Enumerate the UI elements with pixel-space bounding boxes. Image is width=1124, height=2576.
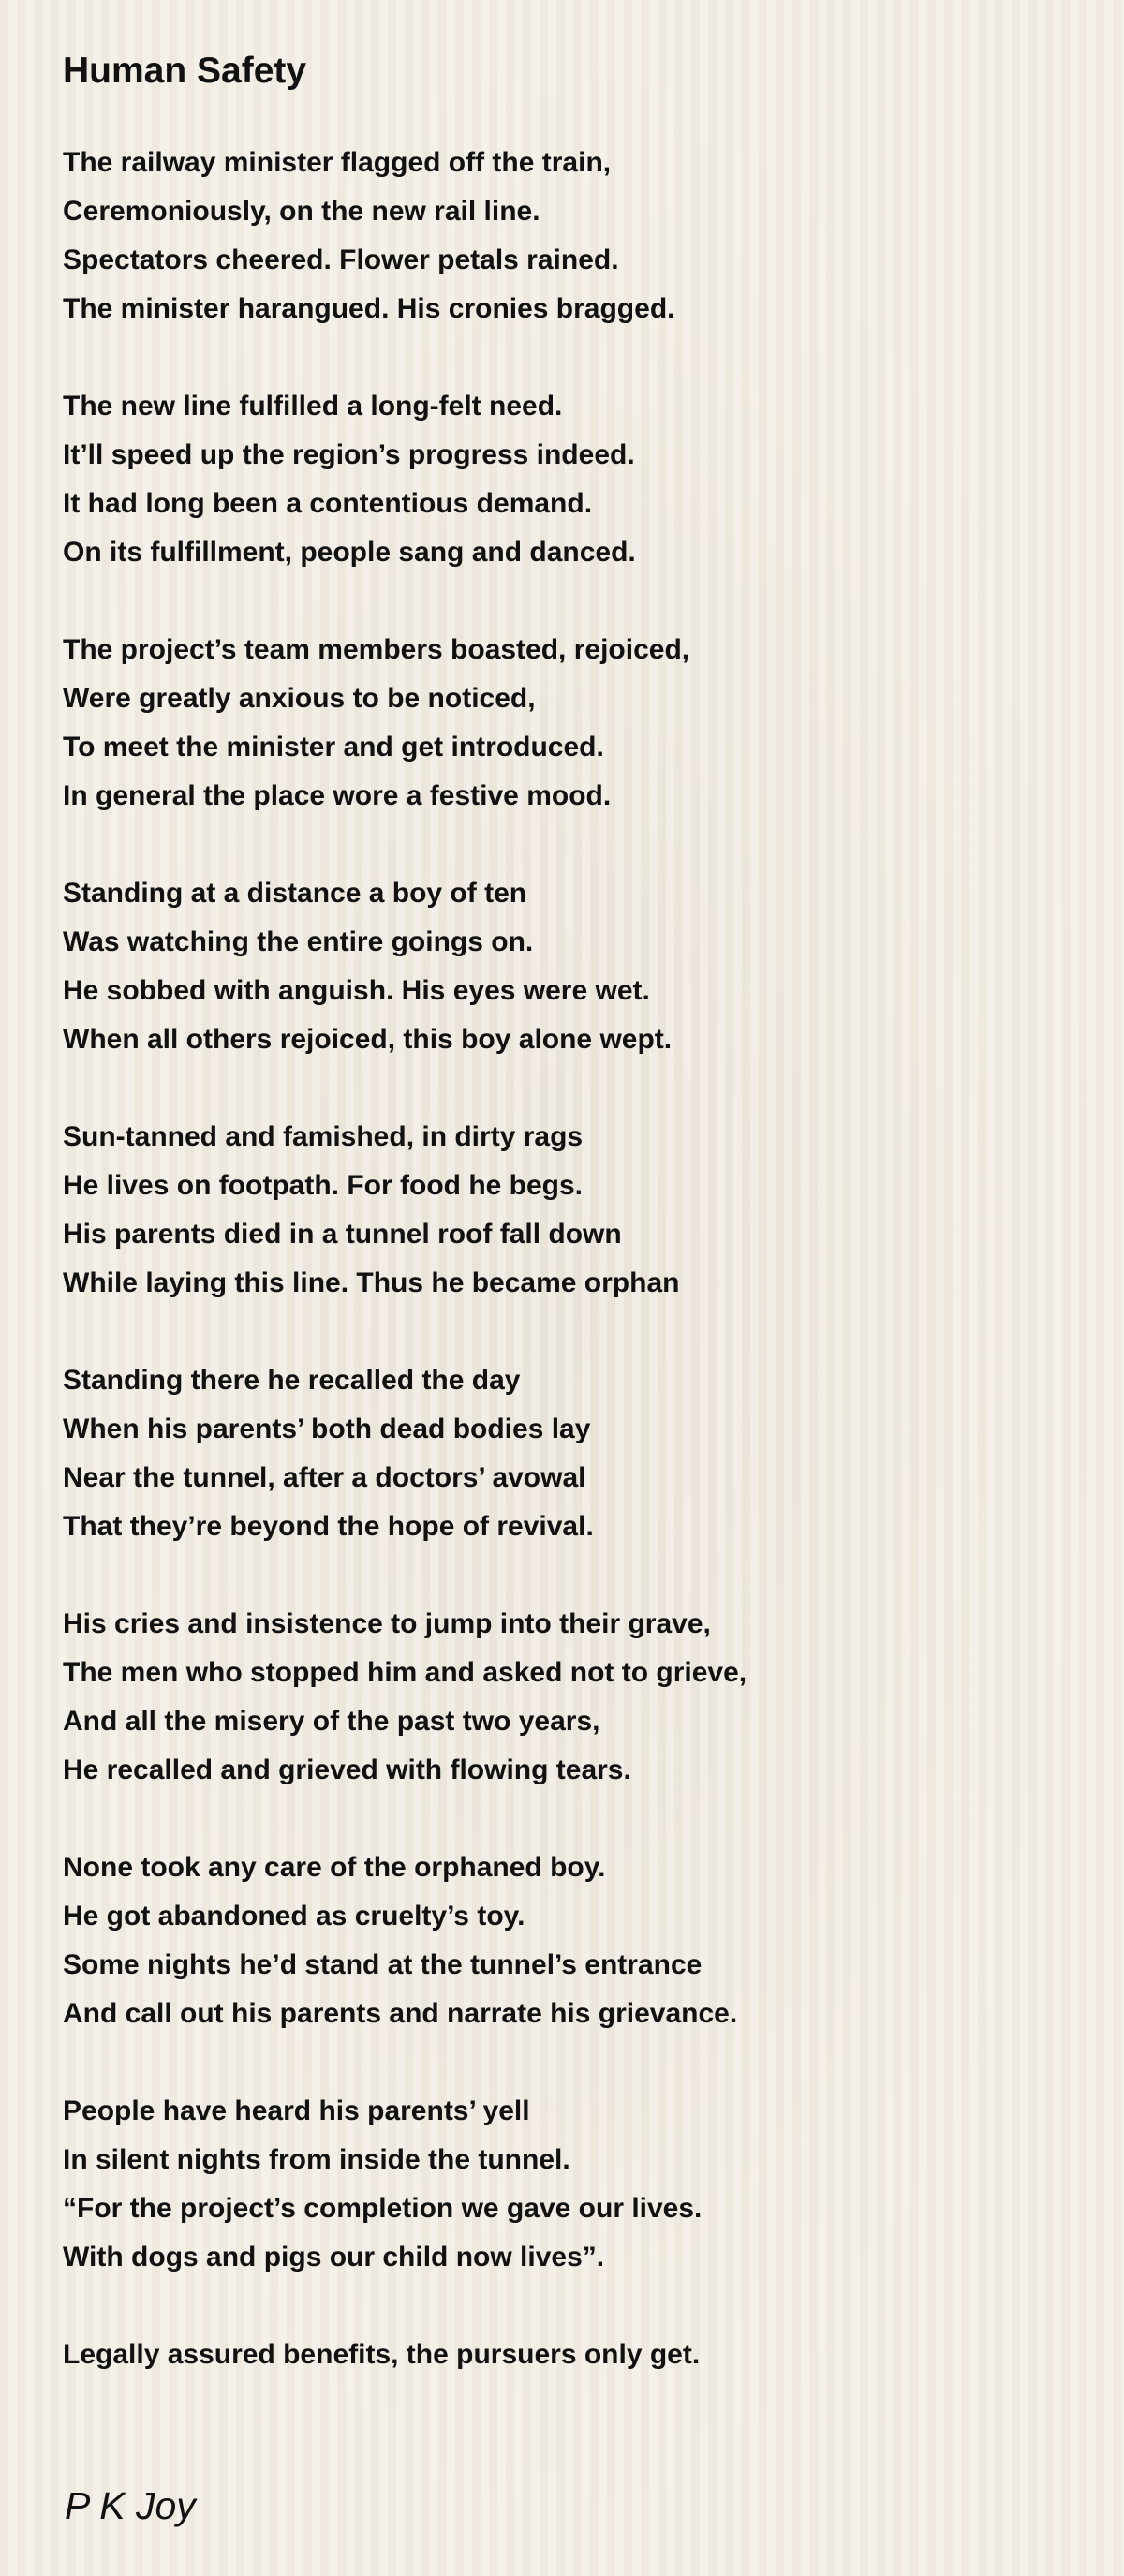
poem-title: Human Safety xyxy=(63,51,307,91)
poem-line: Sun-tanned and famished, in dirty rags xyxy=(63,1121,584,1152)
poem-line: In silent nights from inside the tunnel. xyxy=(63,2144,570,2175)
stanza-5 xyxy=(63,1113,1056,1308)
poem-line: His parents died in a tunnel roof fall down xyxy=(63,1219,622,1250)
poem-line: And call out his parents and narrate his grievance. xyxy=(63,1998,738,2029)
poem-line: On its fulfillment, people sang and danced. xyxy=(63,537,636,568)
poem-line: When all others rejoiced, this boy alone wept. xyxy=(63,1024,673,1055)
poem-line: Standing there he recalled the day xyxy=(63,1365,521,1396)
poem-line: It had long been a contentious demand. xyxy=(63,488,593,519)
poem-line: People have heard his parents’ yell xyxy=(63,2095,530,2126)
poem-line: In general the place wore a festive mood. xyxy=(63,780,612,811)
poem-line: The project’s team members boasted, rejoiced, xyxy=(63,634,690,665)
poem-line: Was watching the entire goings on. xyxy=(63,926,534,957)
poem-author: P K Joy xyxy=(65,2484,196,2527)
poem-line: He got abandoned as cruelty’s toy. xyxy=(63,1901,525,1932)
poem-line: Spectators cheered. Flower petals rained. xyxy=(63,244,619,275)
stanza-4 xyxy=(63,869,1056,1064)
stanza-1 xyxy=(63,139,1056,333)
poem-line: The men who stopped him and asked not to grieve, xyxy=(63,1657,747,1688)
stanza-3 xyxy=(63,626,1056,821)
poem-line: When his parents’ both dead bodies lay xyxy=(63,1414,591,1444)
stanza-6 xyxy=(63,1356,1056,1551)
poem-line: The minister harangued. His cronies bragged. xyxy=(63,293,675,324)
stanza-10 xyxy=(63,2331,1056,2379)
poem-line: The new line fulfilled a long-felt need. xyxy=(63,391,563,422)
poem-line: The railway minister flagged off the train, xyxy=(63,147,612,178)
poem-line: “For the project’s completion we gave our lives. xyxy=(63,2193,702,2224)
poem-line: That they’re beyond the hope of revival. xyxy=(63,1511,594,1542)
stanza-9 xyxy=(63,2087,1056,2282)
poem-line: To meet the minister and get introduced. xyxy=(63,732,604,762)
poem-line: Ceremoniously, on the new rail line. xyxy=(63,196,540,227)
poem-line: While laying this line. Thus he became orphan xyxy=(63,1267,680,1298)
stanza-7 xyxy=(63,1600,1056,1795)
poem-line: Were greatly anxious to be noticed, xyxy=(63,683,536,714)
poem-line: He recalled and grieved with flowing tears. xyxy=(63,1754,631,1785)
poem-line: Some nights he’d stand at the tunnel’s entrance xyxy=(63,1949,702,1980)
poem-line: With dogs and pigs our child now lives”. xyxy=(63,2242,605,2273)
poem-line: And all the misery of the past two years, xyxy=(63,1706,600,1737)
poem-line: He sobbed with anguish. His eyes were wet. xyxy=(63,975,650,1006)
poem-line: Near the tunnel, after a doctors’ avowal xyxy=(63,1462,586,1493)
poem-line: It’ll speed up the region’s progress indeed. xyxy=(63,439,635,470)
poem-line: He lives on footpath. For food he begs. xyxy=(63,1170,584,1201)
poem-line: Legally assured benefits, the pursuers only get. xyxy=(63,2339,701,2370)
poem-body xyxy=(63,139,1056,2428)
stanza-2 xyxy=(63,382,1056,577)
poem-line: None took any care of the orphaned boy. xyxy=(63,1852,606,1883)
poem-page xyxy=(63,0,1074,2576)
poem-line: His cries and insistence to jump into their grave, xyxy=(63,1608,711,1639)
stanza-8 xyxy=(63,1843,1056,2038)
poem-line: Standing at a distance a boy of ten xyxy=(63,878,527,909)
